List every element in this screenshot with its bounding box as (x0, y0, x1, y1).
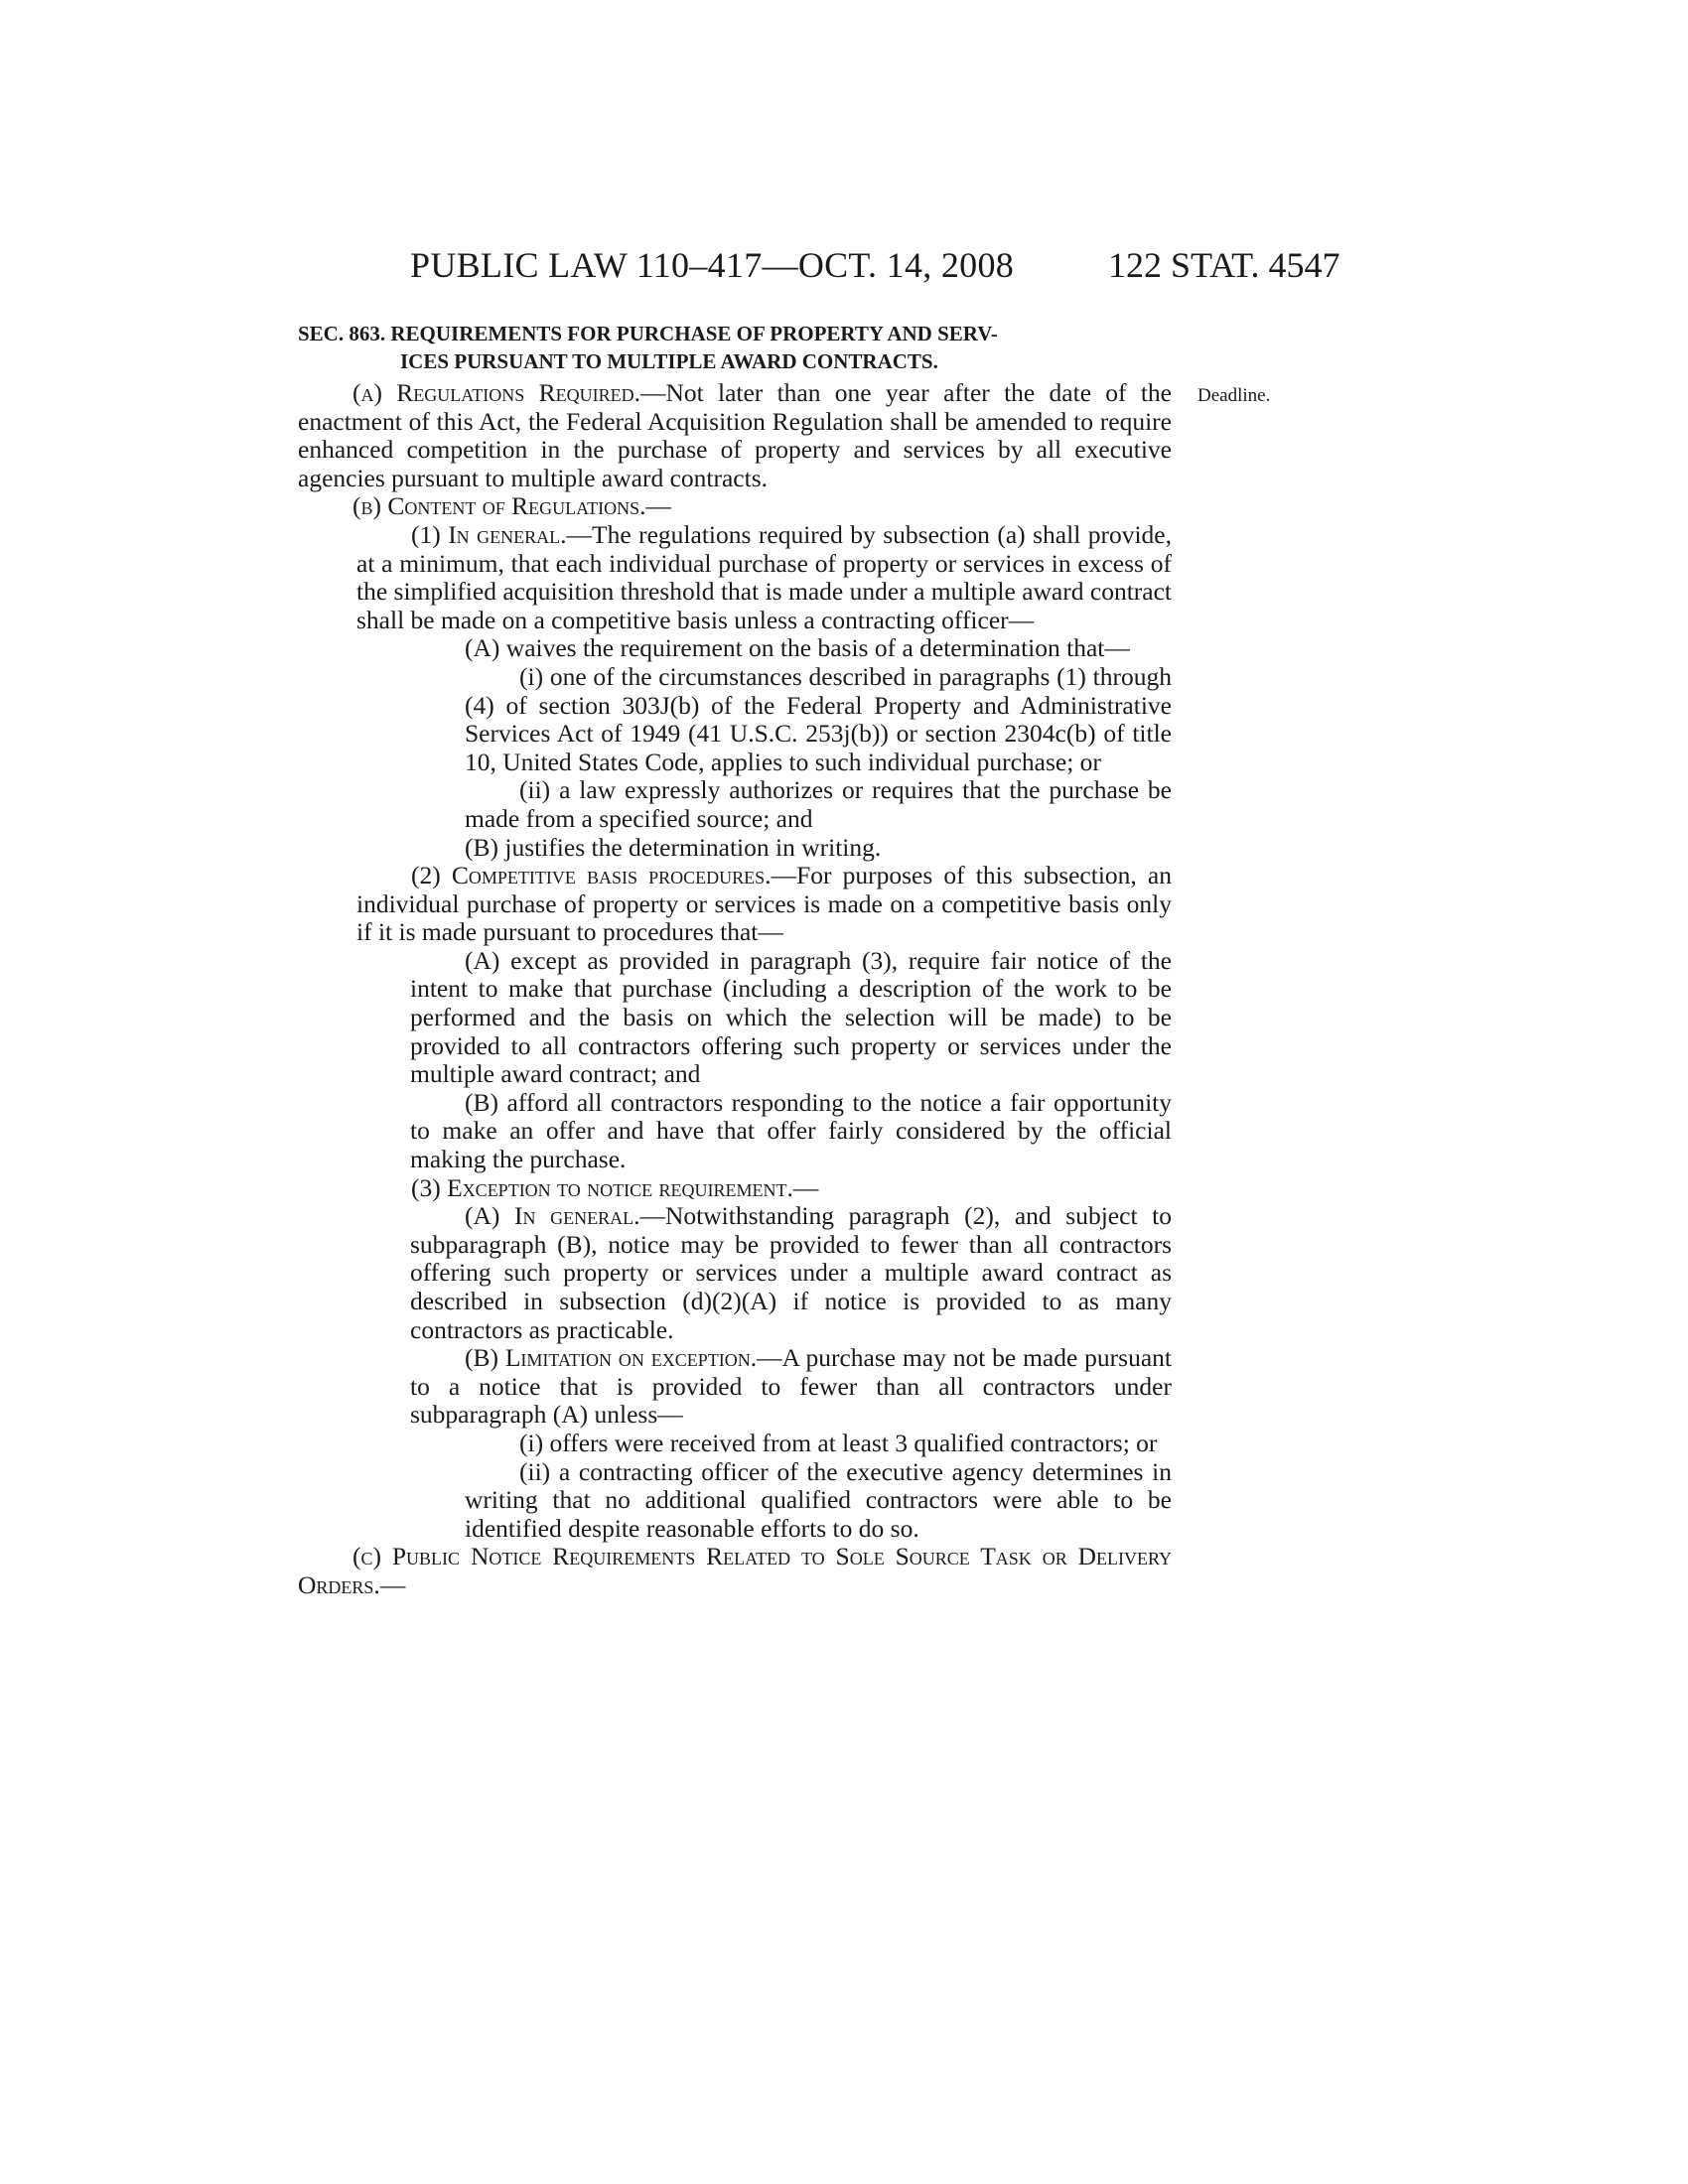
subparagraph-b1A: (A) waives the requirement on the basis of a determination that— (465, 633, 1130, 663)
subsection-c-heading: (c) Public Notice Requirements Related to Sole Source Task or Delivery Orders. (298, 1542, 1172, 1599)
paragraph-b3-heading: (3) Exception to notice requirement. (411, 1172, 793, 1202)
subparagraph-b2B: (B) afford all contractors responding to the notice a fair opportunity to make an offer and have that offer fairly considered by the official making the purchase. (410, 1087, 1172, 1174)
subsection-a-text: —Not later than one year after the date of the enactment of this Act, the Federal Acquisition Regulation shall be amended to require enhanced competition in the purchase of property and services by all executive agencies pursuant to multiple award contracts. (298, 378, 1172, 492)
paragraph-b2 (356, 862, 1172, 947)
paragraph-b2-heading: (2) Competitive basis procedures. (411, 861, 772, 890)
subsection-c-text: — (379, 1570, 406, 1599)
subsection-b (298, 492, 1172, 521)
clause-b3Bii: (ii) a contracting officer of the executive agency determines in writing that no additional qualified contractors were able to be identified despite reasonable efforts to do so. (465, 1456, 1172, 1543)
section-title-line1: SEC. 863. REQUIREMENTS FOR PURCHASE OF PROPERTY AND SERV- (298, 322, 998, 345)
subparagraph-b3A-text: —Notwithstanding paragraph (2), and subject to subparagraph (B), notice may be provided to fewer than all contractors offering such property or services under a multiple award contract as described in subsection (d)(2)(A) if notice is provided to as many contractors as practicable. (410, 1201, 1172, 1344)
paragraph-b1 (356, 521, 1172, 634)
paragraph-b1-text: —The regulations required by subsection (a) shall provide, at a minimum, that each individual purchase of property or services in excess of the simplified acquisition threshold that is made under a multiple award contract shall be made on a competitive basis unless a contracting officer— (356, 519, 1173, 634)
subsection-b-text: — (645, 491, 671, 521)
subparagraph-b3A-heading: (A) In general. (465, 1201, 640, 1231)
subparagraph-b3B (410, 1344, 1172, 1430)
subsection-a (298, 379, 1172, 492)
margin-note-deadline: Deadline. (1197, 385, 1271, 406)
paragraph-b3 (356, 1174, 1172, 1203)
subsection-a-heading: (a) Regulations Required. (352, 378, 640, 407)
subparagraph-b3A (410, 1202, 1172, 1344)
running-header-stat: 122 STAT. 4547 (1108, 245, 1340, 285)
paragraph-b2-text: —For purposes of this subsection, an individual purchase of property or services is made on a competitive basis only if it is made pursuant to procedures that— (356, 861, 1172, 947)
subparagraph-b3B-heading: (B) Limitation on exception. (465, 1343, 758, 1373)
subsection-c (298, 1543, 1172, 1599)
clause-b1Ai: (i) one of the circumstances described in paragraphs (1) through (4) of section 303J(b) of the Federal Property and Administrative Services Act of 1949 (41 U.S.C. 253j(b)) or section 2304c(b) of title 10, United States Code, applies to such individual purchase; or (465, 661, 1172, 776)
subparagraph-b1B: (B) justifies the determination in writing. (465, 832, 882, 862)
section-body (298, 379, 1172, 1600)
section-title-line2: ICES PURSUANT TO MULTIPLE AWARD CONTRACTS. (400, 349, 938, 373)
running-header-law: PUBLIC LAW 110–417—OCT. 14, 2008 (410, 245, 1015, 285)
clause-b3Bi: (i) offers were received from at least 3 qualified contractors; or (519, 1428, 1158, 1457)
paragraph-b3-text: — (792, 1172, 819, 1202)
subparagraph-b2A: (A) except as provided in paragraph (3), require fair notice of the intent to make that purchase (including a description of the work to be performed and the basis on which the selection will be made) to be provided to all contractors offering such property or services under the multiple award contract; and (410, 945, 1172, 1089)
section-title (298, 320, 1192, 375)
clause-b1Aii: (ii) a law expressly authorizes or requires that the purchase be made from a specified source; and (465, 775, 1172, 833)
subsection-b-heading: (b) Content of Regulations. (352, 491, 646, 521)
paragraph-b1-heading: (1) In general. (411, 519, 567, 549)
subparagraph-b3B-text: —A purchase may not be made pursuant to a notice that is provided to fewer than all contractors under subparagraph (A) unless— (410, 1343, 1172, 1430)
